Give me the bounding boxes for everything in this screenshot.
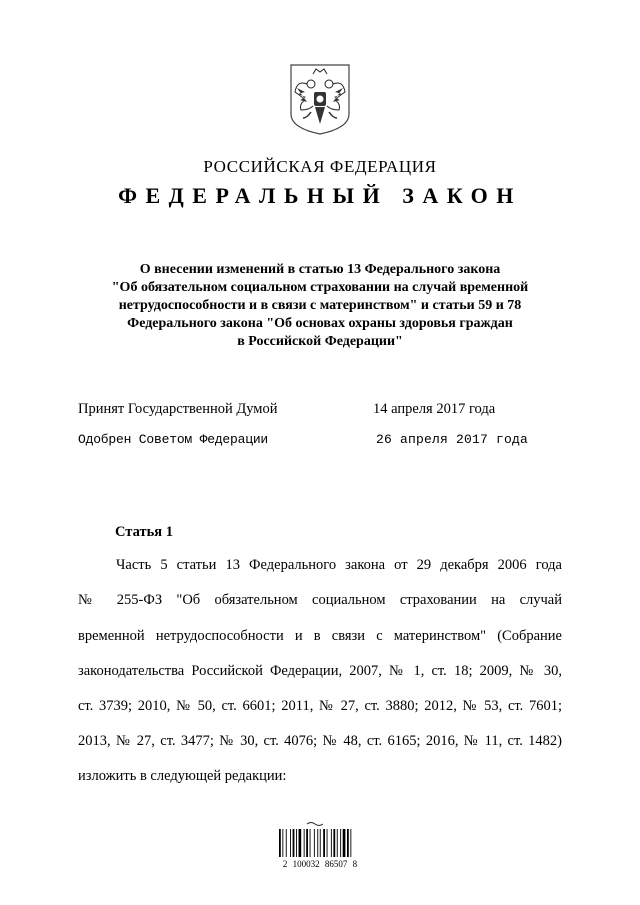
article-text-line: законодательства Российской Федерации, 2007, № 1, ст. 18; 2009, № 30,	[78, 663, 562, 679]
duma-adoption-date: 14 апреля 2017 года	[373, 401, 496, 417]
law-title	[70, 261, 570, 351]
article-text-line: Часть 5 статьи 13 Федерального закона от 29 декабря 2006 года	[116, 557, 562, 573]
law-title-line: "Об обязательном социальном страховании на случай временной	[111, 280, 529, 295]
duma-adoption-label: Принят Государственной Думой	[78, 401, 278, 417]
barcode-number: 2 100032 86507 8	[282, 859, 358, 869]
council-approval-label: Одобрен Советом Федерации	[78, 432, 269, 447]
article-text-line: изложить в следующей редакции:	[78, 768, 287, 784]
country-name: РОССИЙСКАЯ ФЕДЕРАЦИЯ	[203, 157, 437, 176]
law-title-line: в Российской Федерации"	[237, 334, 403, 349]
document-type: ФЕДЕРАЛЬНЫЙ ЗАКОН	[118, 183, 522, 208]
law-title-line: Федерального закона "Об основах охраны здоровья граждан	[127, 316, 513, 331]
article-text-line: временной нетрудоспособности и в связи с материнством" (Собрание	[78, 628, 562, 644]
law-title-line: О внесении изменений в статью 13 Федерального закона	[139, 262, 501, 277]
law-title-line: нетрудоспособности и в связи с материнством" и статьи 59 и 78	[118, 298, 522, 313]
article-text-line: 2013, № 27, ст. 3477; № 30, ст. 4076; № 48, ст. 6165; 2016, № 11, ст. 1482)	[78, 733, 562, 749]
coat-of-arms-icon	[287, 62, 353, 136]
council-approval-date: 26 апреля 2017 года	[376, 432, 529, 447]
article-text-line: № 255-ФЗ "Об обязательном социальном страховании на случай	[78, 592, 562, 608]
article-text-line: ст. 3739; 2010, № 50, ст. 6601; 2011, № 27, ст. 3880; 2012, № 53, ст. 7601;	[78, 698, 562, 714]
article-heading: Статья 1	[115, 524, 173, 540]
barcode-icon	[277, 820, 363, 864]
